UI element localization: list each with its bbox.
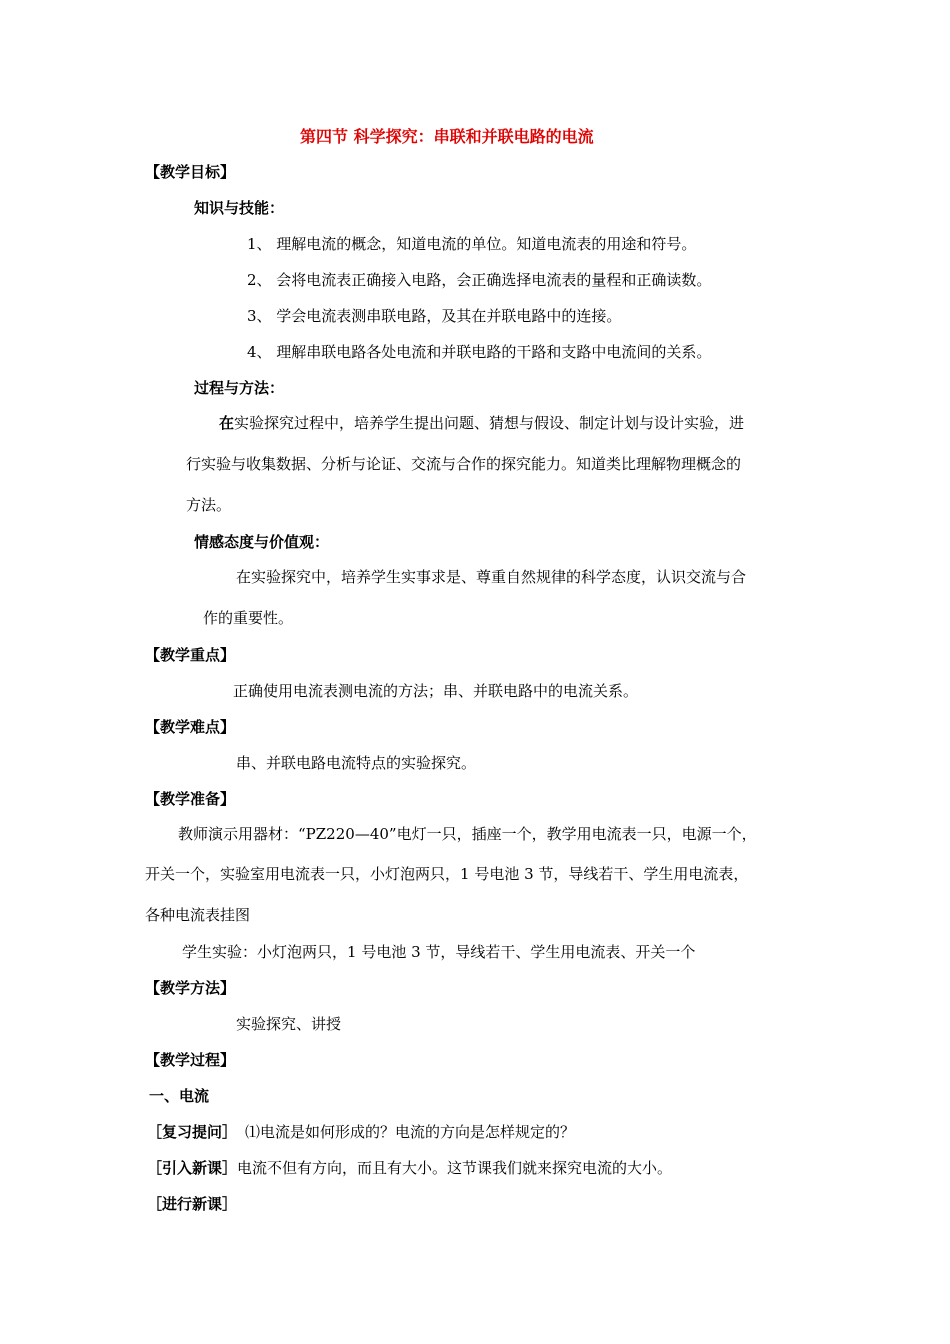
subheading-knowledge: 知识与技能： (194, 199, 285, 217)
process-paragraph-line-1 (219, 413, 744, 433)
process-paragraph-line-2: 行实验与收集数据、分析与论证、交流与合作的探究能力。知道类比理解物理概念的 (186, 455, 742, 473)
subheading-emotion: 情感态度与价值观： (194, 533, 330, 551)
knowledge-item-1: 1、 理解电流的概念，知道电流的单位。知道电流表的用途和符号。 (247, 235, 697, 253)
process-lead-char: 在 (219, 414, 235, 432)
review-row (147, 1122, 575, 1142)
emotion-paragraph-line-2: 作的重要性。 (203, 609, 294, 627)
preparation-line-3: 各种电流表挂图 (145, 906, 251, 924)
section-difficulties: 【教学难点】 (145, 718, 236, 736)
knowledge-item-3: 3、 学会电流表测串联电路，及其在并联电路中的连接。 (247, 307, 622, 325)
method-text: 实验探究、讲授 (236, 1015, 342, 1033)
section-process: 【教学过程】 (145, 1051, 236, 1069)
intro-label: ［引入新课］ (147, 1159, 238, 1177)
intro-text: 电流不但有方向，而且有大小。这节课我们就来探究电流的大小。 (237, 1159, 673, 1177)
difficulties-text: 串、并联电路电流特点的实验探究。 (236, 754, 477, 772)
key-points-text: 正确使用电流表测电流的方法；串、并联电路中的电流关系。 (233, 682, 639, 700)
knowledge-item-4: 4、 理解串联电路各处电流和并联电路的干路和支路中电流间的关系。 (247, 343, 712, 361)
section-method: 【教学方法】 (145, 979, 236, 997)
intro-row (147, 1158, 672, 1178)
review-label: ［复习提问］ (147, 1123, 238, 1141)
knowledge-item-2: 2、 会将电流表正确接入电路，会正确选择电流表的量程和正确读数。 (247, 271, 712, 289)
page-title: 第四节 科学探究：串联和并联电路的电流 (300, 127, 594, 146)
process-line-1-text: 实验探究过程中，培养学生提出问题、猜想与假设、制定计划与设计实验，进 (234, 414, 745, 432)
section-preparation: 【教学准备】 (145, 790, 236, 808)
review-text: ⑴电流是如何形成的？电流的方向是怎样规定的？ (245, 1123, 576, 1141)
process-paragraph-line-3: 方法。 (186, 496, 232, 514)
new-lesson-label: ［进行新课］ (147, 1195, 238, 1213)
section-objectives: 【教学目标】 (145, 163, 236, 181)
emotion-paragraph-line-1: 在实验探究中，培养学生实事求是、尊重自然规律的科学态度，认识交流与合 (236, 568, 747, 586)
preparation-line-2: 开关一个，实验室用电流表一只，小灯泡两只，1 号电池 3 节，导线若干、学生用电流表， (145, 865, 749, 883)
section-key-points: 【教学重点】 (145, 646, 236, 664)
subheading-process: 过程与方法： (194, 379, 285, 397)
preparation-line-1: 教师演示用器材：“PZ220—40”电灯一只，插座一个，教学用电流表一只，电源一个， (178, 825, 757, 843)
part-1-heading: 一、电流 (149, 1087, 210, 1105)
preparation-line-4: 学生实验：小灯泡两只，1 号电池 3 节，导线若干、学生用电流表、开关一个 (182, 943, 696, 961)
